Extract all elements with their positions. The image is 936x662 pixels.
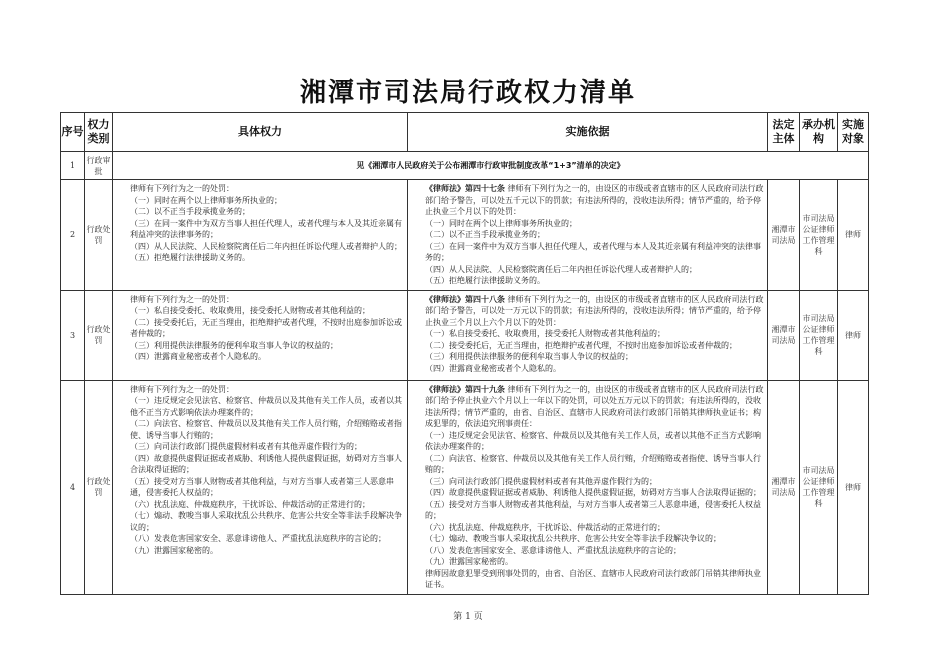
text-line: [411, 183, 764, 218]
text-line: [411, 294, 764, 329]
text-line: （三）利用提供法律服务的便利牟取当事人争议的权益的；: [130, 340, 338, 350]
org-cell: 市司法局公证律师工作管理科: [800, 380, 838, 594]
text-line: （三）向司法行政部门提供虚假材料或者有其他弄虚作假行为的；: [130, 442, 362, 451]
text-line: （六）扰乱法庭、仲裁庭秩序，干扰诉讼、仲裁活动的正常进行的；: [425, 522, 665, 532]
text-line: （三）利用提供法律服务的便利牟取当事人争议的权益的；: [425, 352, 633, 361]
text-line: （九）泄露国家秘密的。: [130, 545, 218, 555]
subject-cell: 湘潭市司法局: [768, 290, 800, 380]
text-line: （六）扰乱法庭、仲裁庭秩序，干扰诉讼、仲裁活动的正常进行的；: [130, 499, 370, 509]
text-line: （七）煽动、教唆当事人采取扰乱公共秩序、危害公共安全等非法手段解决争议的；: [425, 534, 721, 543]
header-row: [61, 113, 869, 152]
text-line: （四）故意提供虚假证据或者威胁、利诱他人提供虚假证据，妨碍对方当事人合法取得证据的；: [130, 453, 402, 474]
header-category: 权力类别: [85, 113, 113, 152]
page-number: 第 1 页: [453, 612, 483, 622]
text-line: （五）接受对方当事人财物或者其他利益，与对方当事人或者第三人恶意串通，侵害委托人权益的；: [425, 499, 761, 520]
text-line: （一）同时在两个以上律师事务所执业的；: [425, 218, 577, 228]
row-category: 行政处罚: [85, 180, 113, 291]
text-line: （一）私自接受委托、收取费用，接受委托人财物或者其他利益的；: [425, 329, 665, 338]
text-line: （二）向法官、检察官、仲裁员以及其他有关工作人员行贿，介绍贿赂或者指使、诱导当事人行贿的；: [130, 419, 402, 440]
row-seq: 4: [61, 380, 85, 594]
text-line: （五）拒绝履行法律援助义务的。: [425, 276, 545, 285]
text-line: [411, 384, 764, 430]
target-cell: 律师: [838, 290, 869, 380]
power-cell: [113, 180, 408, 291]
basis-cell: [408, 290, 768, 380]
text-segment: 律师有下列行为之一的，由设区的市级或者直辖市的区人民政府司法行政部门给予停止执业六个月以上一年以下的处罚，可以处五万元以下的罚款；有违法所得的，没收违法所得；情节严重的，由省、自治区、直辖市人民政府司法行政部门吊销其律师执业证书；构成犯罪的，依法追究刑事责任：: [425, 384, 764, 428]
text-line: （一）同时在两个以上律师事务所执业的；: [130, 195, 282, 205]
page-title: 湘潭市司法局行政权力清单: [299, 78, 636, 108]
table-row: [61, 380, 869, 594]
text-line: （五）拒绝履行法律援助义务的。: [130, 253, 250, 262]
text-line: （一）违反规定会见法官、检察官、仲裁员以及其他有关工作人员，或者以其他不正当方式影响依法办理案件的；: [130, 396, 402, 417]
text-line: 律师有下列行为之一的处罚：: [130, 294, 234, 304]
text-line: （四）泄露商业秘密或者个人隐私的。: [425, 363, 561, 373]
header-seq: 序号: [61, 113, 85, 152]
law-article: 《律师法》第四十八条: [425, 294, 505, 304]
text-line: （三）向司法行政部门提供虚假材料或者有其他弄虚作假行为的；: [425, 476, 657, 486]
org-cell: 市司法局公证律师工作管理科: [800, 290, 838, 380]
table-row: [61, 290, 869, 380]
text-line: 律师因故意犯罪受到刑事处罚的，由省、自治区、直辖市人民政府司法行政部门吊销其律师执业证书。: [425, 568, 761, 589]
text-line: （二）向法官、检察官、仲裁员以及其他有关工作人员行贿，介绍贿赂或者指使、诱导当事人行贿的；: [425, 453, 761, 474]
table-row: [61, 180, 869, 291]
table-row: [61, 152, 869, 180]
text-line: （八）发表危害国家安全、恶意诽谤他人、严重扰乱法庭秩序的言论的；: [425, 545, 681, 555]
header-basis: 实施依据: [408, 113, 768, 152]
text-line: （八）发表危害国家安全、恶意诽谤他人、严重扰乱法庭秩序的言论的；: [130, 534, 386, 543]
text-line: 律师有下列行为之一的处罚：: [130, 384, 234, 394]
power-list-table: [60, 112, 869, 595]
power-cell: [113, 380, 408, 594]
text-line: （二）接受委托后，无正当理由，拒绝辩护或者代理，不按时出庭参加诉讼或者仲裁的；: [130, 317, 402, 338]
header-subject: 法定主体: [768, 113, 800, 152]
text-line: （一）私自接受委托、收取费用，接受委托人财物或者其他利益的；: [130, 306, 370, 315]
text-line: （七）煽动、教唆当事人采取扰乱公共秩序、危害公共安全等非法手段解决争议的；: [130, 511, 402, 532]
header-target: 实施对象: [838, 113, 869, 152]
text-line: （二）接受委托后，无正当理由，拒绝辩护或者代理，不按时出庭参加诉讼或者仲裁的；: [425, 340, 737, 350]
row-category: 行政处罚: [85, 290, 113, 380]
subject-cell: 湘潭市司法局: [768, 380, 800, 594]
row-seq: 1: [61, 152, 85, 180]
basis-cell: [408, 380, 768, 594]
text-line: （二）以不正当手段承揽业务的；: [425, 230, 545, 239]
power-cell: [113, 290, 408, 380]
header-power: 具体权力: [113, 113, 408, 152]
text-line: （二）以不正当手段承揽业务的；: [130, 207, 250, 216]
target-cell: 律师: [838, 380, 869, 594]
subject-cell: 湘潭市司法局: [768, 180, 800, 291]
target-cell: 律师: [838, 180, 869, 291]
row-category: 行政处罚: [85, 380, 113, 594]
text-line: （四）泄露商业秘密或者个人隐私的。: [130, 352, 266, 361]
text-line: （五）接受对方当事人财物或者其他利益，与对方当事人或者第三人恶意串通，侵害委托人权益的；: [130, 476, 394, 497]
law-article: 《律师法》第四十九条: [425, 384, 505, 394]
text-segment: 律师有下列行为之一的，由设区的市级或者直辖市的区人民政府司法行政部门给予警告，可以处五千元以下的罚款；有违法所得的，没收违法所得；情节严重的，给予停止执业三个月以下的处罚：: [425, 184, 764, 216]
row-seq: 2: [61, 180, 85, 291]
header-org: 承办机构: [800, 113, 838, 152]
merged-basis-note: 见《湘潭市人民政府关于公布湘潭市行政审批制度改革“1+3”清单的决定》: [113, 152, 869, 180]
text-line: （四）从人民法院、人民检察院离任后二年内担任诉讼代理人或者辩护人的；: [425, 264, 697, 274]
text-line: （四）故意提供虚假证据或者威胁、利诱他人提供虚假证据，妨碍对方当事人合法取得证据的；: [425, 488, 761, 497]
org-cell: 市司法局公证律师工作管理科: [800, 180, 838, 291]
text-line: （三）在同一案件中为双方当事人担任代理人，或者代理与本人及其近亲属有利益冲突的法律事务的；: [130, 218, 402, 239]
law-article: 《律师法》第四十七条: [425, 184, 505, 193]
text-line: （九）泄露国家秘密的。: [425, 557, 513, 566]
row-category: 行政审批: [85, 152, 113, 180]
text-line: （四）从人民法院、人民检察院离任后二年内担任诉讼代理人或者辩护人的；: [130, 241, 402, 251]
text-line: （三）在同一案件中为双方当事人担任代理人，或者代理与本人及其近亲属有利益冲突的法律事务的；: [425, 241, 761, 262]
basis-cell: [408, 180, 768, 291]
text-line: 律师有下列行为之一的处罚：: [130, 184, 234, 193]
row-seq: 3: [61, 290, 85, 380]
text-line: （一）违反规定会见法官、检察官、仲裁员以及其他有关工作人员，或者以其他不正当方式影响依法办理案件的；: [425, 430, 761, 451]
text-segment: 律师有下列行为之一的，由设区的市级或者直辖市的区人民政府司法行政部门给予警告，可以处一万元以下的罚款；有违法所得的，没收违法所得；情节严重的，给予停止执业三个月以上六个月以下的处罚：: [425, 294, 764, 327]
